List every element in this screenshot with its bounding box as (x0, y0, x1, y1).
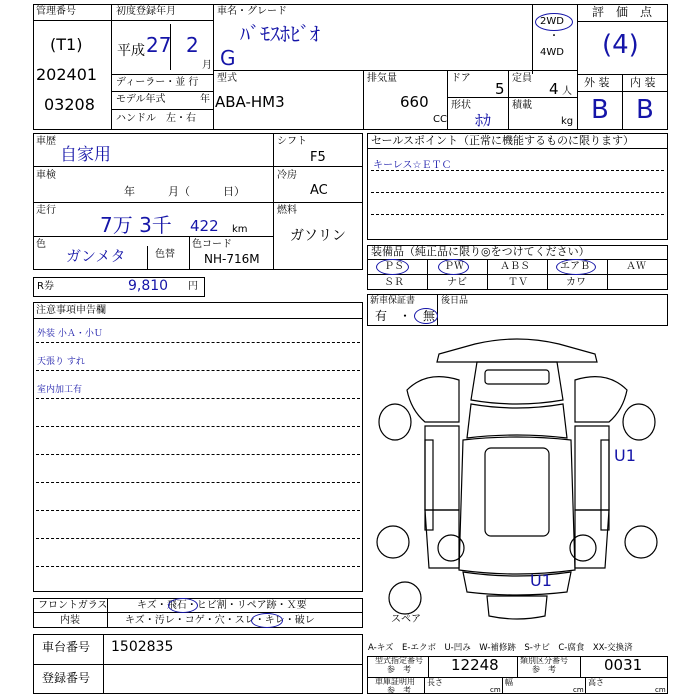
left-fender (407, 377, 459, 422)
divider (577, 91, 668, 92)
divider (111, 74, 213, 75)
divider (33, 612, 363, 613)
diagram-mark-top: U1 (614, 446, 636, 465)
divider (508, 70, 509, 130)
mileage-small: 422 (190, 217, 219, 235)
equip-airbag: エアＢ (560, 261, 590, 272)
era: 平成 (117, 43, 145, 59)
divider (103, 634, 104, 694)
reg-month: 2 (186, 33, 199, 57)
divider (36, 482, 360, 483)
person-unit: 人 (562, 86, 572, 97)
divider (367, 274, 668, 275)
divider (371, 192, 664, 193)
divider (36, 510, 360, 511)
type-designation-label: 型式指定番号 (375, 656, 423, 665)
divider (36, 342, 360, 343)
windshield (467, 404, 567, 438)
divider (532, 4, 533, 74)
type-designation-value: 12248 (451, 656, 499, 674)
mgmt-number-1: 202401 (36, 65, 98, 84)
divider (577, 4, 578, 130)
length-label: 長さ (427, 678, 443, 687)
equip-airbag-circle (556, 259, 596, 275)
divider (447, 70, 448, 130)
displacement-label: 排気量 (367, 73, 397, 84)
legend: A-キズ E-エクボ U-凹み W-補修跡 S-サビ C-腐食 XX-交換済 (368, 643, 633, 653)
warranty-value: 有 ・ 無 (375, 309, 436, 323)
car-name: ﾊﾞﾓｽﾎﾋﾞｵ (240, 22, 320, 46)
divider (36, 454, 360, 455)
interior-row-label: 内装 (60, 615, 80, 626)
divider (577, 21, 668, 22)
month-unit: 月 (202, 60, 212, 71)
divider (367, 148, 668, 149)
inspection-text: 年 月（ 日） (124, 185, 245, 198)
capacity-label: 定員 (512, 73, 532, 84)
recycle-unit: 円 (188, 281, 198, 292)
divider (580, 656, 581, 677)
divider (363, 70, 364, 130)
right-mirror (623, 404, 655, 440)
handle-label: ハンドル 左・右 (116, 113, 196, 124)
color-change-label: 色替 (155, 249, 175, 260)
divider (36, 538, 360, 539)
height-label: 高さ (588, 678, 604, 687)
km-unit: km (232, 224, 248, 235)
right-front-door (575, 426, 609, 510)
equip-navi: ナビ (447, 277, 467, 288)
drive-2wd: 2WD (540, 16, 564, 27)
divider (371, 170, 664, 171)
mgmt-label: 管理番号 (36, 6, 76, 17)
equip-abs: ＡＢＳ (500, 261, 530, 272)
dealer-label: ディーラー・並 行 (116, 77, 199, 88)
exterior-grade: B (591, 95, 609, 125)
category-value: 0031 (604, 656, 643, 674)
equip-tv: ＴＶ (508, 277, 528, 288)
recycle-section (33, 277, 205, 297)
wheel-front-right (625, 526, 657, 558)
interior-options: キズ・汚レ・コゲ・穴・スレ・キレ・破レ (125, 615, 315, 626)
equip-sr: ＳＲ (384, 277, 404, 288)
sales-points-section (367, 133, 668, 240)
backorder-label: 後日品 (441, 296, 469, 306)
color-label: 色 (36, 239, 46, 250)
note-line-2: 天張り すれ (37, 357, 85, 367)
divider (36, 566, 360, 567)
color-code-label: 色コード (192, 239, 232, 250)
mgmt-number-2: 03208 (44, 95, 95, 114)
divider (33, 318, 363, 319)
front-glass-circle (168, 598, 198, 613)
interior-grade: B (636, 95, 654, 125)
shift-value: F5 (310, 150, 326, 165)
category-label: 類別区分番号 (520, 656, 568, 665)
equip-pw: ＰＷ (444, 261, 464, 272)
divider (428, 656, 429, 677)
front-bumper (437, 339, 597, 362)
recycle-label: R券 (37, 281, 54, 292)
right-fender (575, 377, 627, 422)
divider (585, 677, 586, 694)
divider (33, 664, 363, 665)
interior-circle (251, 613, 283, 628)
divider (33, 202, 273, 203)
drive-sep: ・ (549, 31, 559, 42)
equip-ps: ＰＳ (384, 261, 404, 272)
note-line-1: 外装 小Ａ・小Ｕ (37, 329, 103, 339)
drive-4wd: 4WD (540, 47, 564, 58)
cert-ref: 参 考 (387, 686, 411, 695)
divider (33, 20, 111, 21)
shape-label: 形状 (451, 100, 471, 111)
eval-score: (4) (602, 30, 639, 60)
color-value: ガンメタ (66, 247, 126, 265)
sales-point-line-1: キーレス☆ＥＴＣ (373, 160, 452, 171)
spare-tire (389, 582, 421, 614)
load-label: 積載 (512, 100, 532, 111)
equip-aw: ＡＷ (626, 261, 646, 272)
divider (147, 246, 148, 270)
type-designation-ref: 参 考 (387, 665, 411, 674)
doors: 5 (495, 80, 505, 98)
divider (213, 4, 214, 74)
divider (170, 24, 171, 70)
left-step (425, 440, 433, 530)
cc-unit: CC (433, 114, 447, 125)
roof (485, 448, 549, 536)
ac-value: AC (310, 183, 328, 198)
chassis-value: 1502835 (111, 639, 174, 655)
door-label: ドア (451, 73, 471, 84)
chassis-label: 車台番号 (42, 640, 91, 654)
rear-window (463, 572, 571, 595)
divider (371, 214, 664, 215)
equip-pw-circle (438, 259, 469, 275)
divider (33, 166, 273, 167)
car-name-label: 車名・グレード (217, 6, 287, 17)
divider (487, 259, 488, 290)
width-label: 幅 (505, 678, 513, 687)
interior-label: 内 装 (630, 76, 656, 89)
width-unit: cm (573, 686, 584, 694)
hood-inner (485, 370, 549, 384)
divider (547, 259, 548, 290)
warranty-circle (414, 308, 438, 324)
mileage-value: 7万 3千 (100, 213, 172, 237)
divider (427, 259, 428, 290)
year-unit: 年 (200, 94, 210, 105)
right-step (601, 440, 609, 530)
divider (213, 74, 214, 130)
front-glass-options: キズ・飛石・ヒビ割・リペア跡・Ｘ要 (137, 600, 307, 611)
diagram-mark-bottom: U1 (530, 571, 552, 590)
sales-points-title: セールスポイント（正常に機能するものに限ります） (371, 134, 635, 147)
spare-label: スペア (391, 614, 421, 625)
note-line-3: 室内加工有 (37, 385, 83, 395)
mileage-label: 走行 (36, 205, 56, 216)
model-code: ABA-HM3 (215, 93, 285, 111)
divider (447, 97, 577, 98)
car-diagram (367, 330, 668, 632)
kg-unit: kg (561, 116, 574, 127)
equipment-title: 装備品（純正品に限り◎をつけてください） (371, 245, 590, 258)
divider (607, 259, 608, 290)
capacity: 4 (549, 80, 559, 98)
model-year-label: モデル年式 (116, 94, 166, 105)
divider (273, 202, 363, 203)
era-year: 27 (146, 33, 172, 57)
divider (33, 236, 273, 237)
divider (111, 91, 213, 92)
divider (273, 166, 363, 167)
divider (111, 4, 112, 130)
category-ref: 参 考 (532, 665, 556, 674)
left-mirror (379, 404, 411, 440)
divider (502, 677, 503, 694)
fuel-label: 燃料 (277, 205, 297, 216)
divider (111, 109, 213, 110)
inspection-label: 車検 (36, 170, 56, 181)
divider (189, 236, 190, 270)
divider (36, 398, 360, 399)
exterior-label: 外 装 (584, 76, 610, 89)
first-reg-label: 初度登録年月 (116, 6, 176, 17)
equip-ps-circle (376, 259, 409, 275)
cert-label: 車庫証明用 (375, 677, 415, 686)
shape: ﾎｶ (475, 111, 492, 130)
divider (367, 259, 668, 260)
divider (437, 294, 438, 326)
equip-leather: カワ (566, 277, 586, 288)
notes-section (33, 302, 363, 592)
divider (622, 74, 623, 130)
fuel-value: ガソリン (290, 228, 346, 244)
length-unit: cm (490, 686, 501, 694)
divider (111, 20, 213, 21)
displacement: 660 (400, 93, 429, 111)
wheel-front-left (377, 526, 409, 558)
color-code: NH-716M (204, 252, 260, 266)
left-front-door (425, 426, 459, 510)
divider (424, 677, 425, 694)
body (459, 437, 575, 574)
ac-label: 冷房 (277, 170, 297, 181)
model-label: 型式 (217, 73, 237, 84)
reg-label: 登録番号 (42, 671, 91, 685)
history-label: 車歴 (36, 136, 56, 147)
shift-label: シフト (277, 136, 307, 147)
recycle-amount: 9,810 (128, 278, 169, 294)
notes-title: 注意事項申告欄 (36, 305, 106, 316)
divider (36, 370, 360, 371)
grade: G (220, 46, 236, 70)
divider (213, 70, 577, 71)
divider (517, 656, 518, 677)
mgmt-code: (T1) (50, 35, 83, 54)
divider (36, 426, 360, 427)
warranty-label: 新車保証書 (370, 296, 416, 306)
rear-bumper (487, 596, 547, 619)
front-glass-label: フロントガラス (38, 600, 108, 611)
height-unit: cm (655, 686, 666, 694)
history-value: 自家用 (60, 145, 111, 165)
eval-label: 評 価 点 (592, 5, 653, 19)
